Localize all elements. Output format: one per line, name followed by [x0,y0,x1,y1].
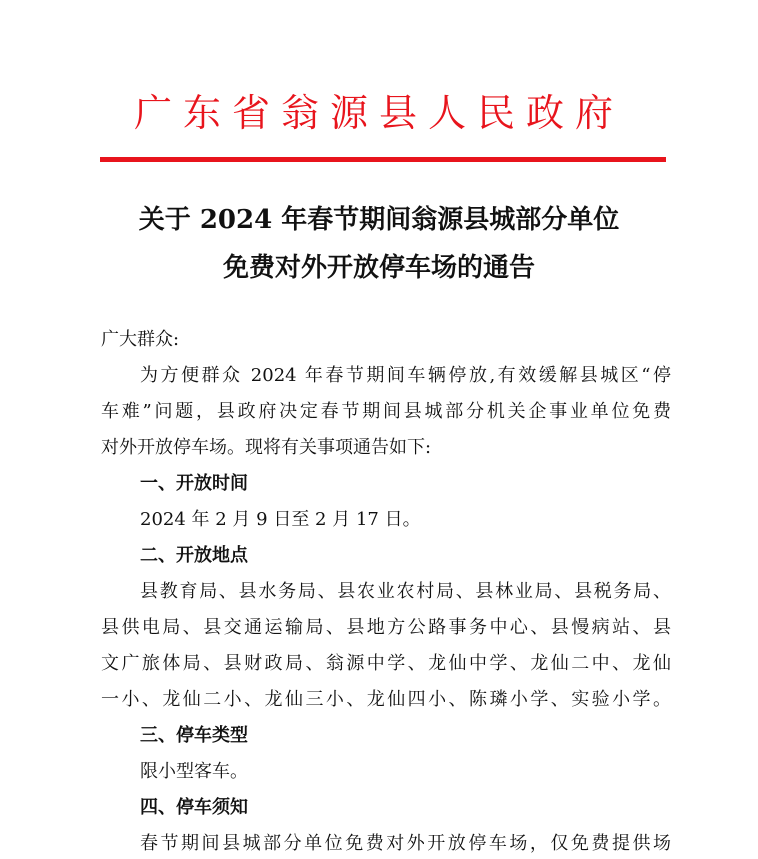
salutation: 广大群众: [101,329,180,350]
section-text-vehicle-type: 限小型客车。 [140,761,248,782]
intro-line-1: 为方便群众 2024 年春节期间车辆停放,有效缓解县城区“停 [140,365,671,386]
section-heading-locations: 二、开放地点 [140,545,248,566]
intro-line-3: 对外开放停车场。现将有关事项通告如下: [101,437,432,458]
section-heading-opening-time: 一、开放时间 [140,473,248,494]
issuing-authority-header: 广东省翁源县人民政府 [133,91,624,135]
locations-line-4: 一小、龙仙二小、龙仙三小、龙仙四小、陈璘小学、实验小学。 [101,689,671,710]
locations-line-3: 文广旅体局、县财政局、翁源中学、龙仙中学、龙仙二中、龙仙 [101,653,671,674]
intro-line-2: 车难”问题，县政府决定春节期间县城部分机关企事业单位免费 [101,401,671,422]
locations-line-2: 县供电局、县交通运输局、县地方公路事务中心、县慢病站、县 [101,617,671,638]
section-heading-vehicle-type: 三、停车类型 [140,725,248,746]
red-divider-line [100,157,666,162]
document-title-line-2: 免费对外开放停车场的通告 [222,253,535,283]
document-title-line-1: 关于 2024 年春节期间翁源县城部分单位 [138,205,620,235]
section-text-opening-time: 2024 年 2 月 9 日至 2 月 17 日。 [140,509,421,530]
section-heading-parking-notes: 四、停车须知 [140,797,248,818]
locations-line-1: 县教育局、县水务局、县农业农村局、县林业局、县税务局、 [140,581,671,602]
section-text-parking-notes: 春节期间县城部分单位免费对外开放停车场，仅免费提供场 [140,833,671,854]
